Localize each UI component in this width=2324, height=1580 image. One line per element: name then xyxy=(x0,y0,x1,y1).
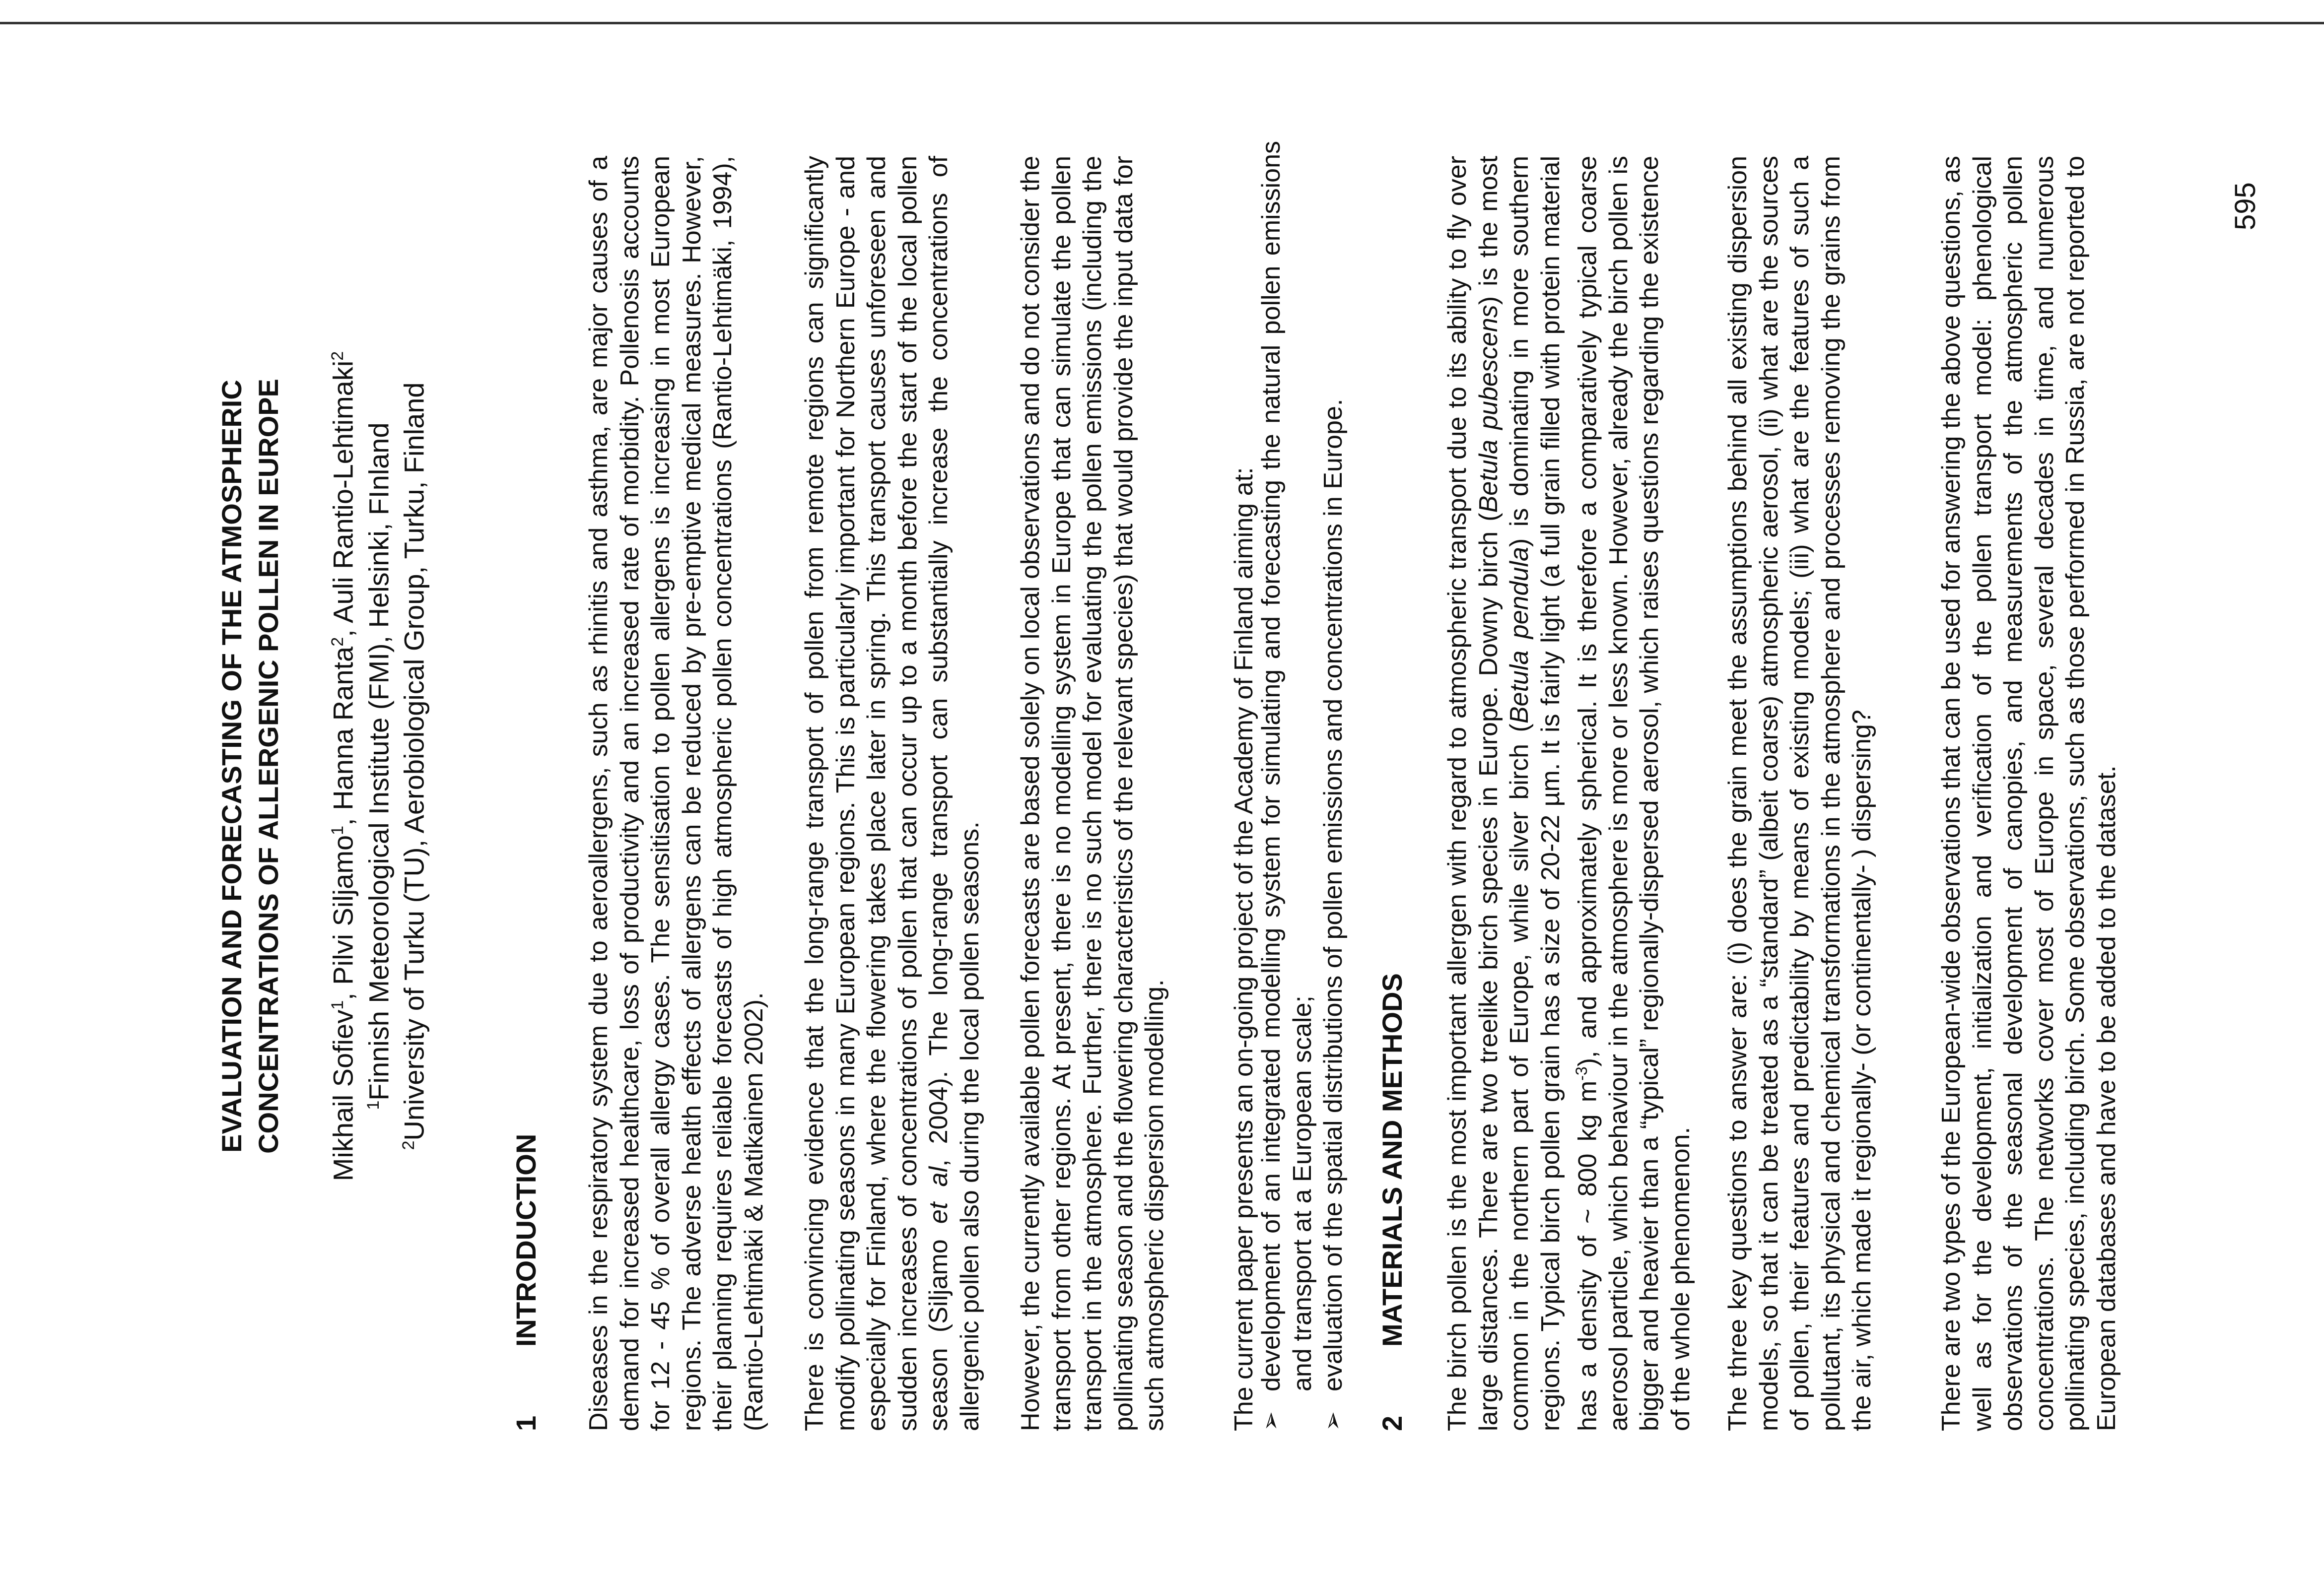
italic-run: Betula pubescens xyxy=(1474,305,1503,513)
affiliation-1 xyxy=(358,196,394,1337)
bullet-list xyxy=(1256,141,1349,1431)
methods-paragraph-1 xyxy=(1442,156,1696,1431)
intro-paragraph-1: Diseases in the respiratory system due to aeroallergens, such as rhinitis and asthma, are major causes of a demand for increased healthcare, loss of productivity and an increased rate of morbidity. Pollenosis accounts for 12 - 45 % of overall allergy cases. The sensitisation to pollen allergens is increasing in most European regions. The adverse health effects of allergens can be reduced by pre-emptive medical measures. However, their planning requires reliable forecasts of high atmospheric pollen concentrations (Rantio-Lehtimäki, 1994), (Rantio-Lehtimäki & Matikainen 2002). xyxy=(584,156,768,1431)
list-item xyxy=(1256,141,1318,1431)
author-2-affiliation: 1 xyxy=(328,825,347,835)
affiliation-2 xyxy=(394,196,429,1337)
text-run: There is convincing evidence that the long-range transport of pollen from remote regions can significantly modify pollinating seasons in many European regions. This is particularly important for Northern Europe - and especially for Finland, where the flowering takes place later in spring. This transport causes unforeseen and sudden increases of concentrations of pollen that can occur up to a month before the start of the local pollen season (Siljamo xyxy=(800,156,953,1431)
author-names xyxy=(323,196,358,1337)
text-run: ) is the most common in the northern part of Europe, while silver birch ( xyxy=(1474,156,1534,1431)
author-4-affiliation: 2 xyxy=(328,351,347,361)
affiliation-2-marker: 2 xyxy=(399,1140,418,1150)
paper-title xyxy=(213,196,287,1337)
page-number: 595 xyxy=(2229,182,2261,230)
author-4: , Auli Rantio-Lehtimaki xyxy=(327,360,359,637)
author-block xyxy=(323,196,429,1337)
italic-run: Betula pendula xyxy=(1505,547,1534,724)
intro-paragraph-4: The current paper presents an on-going project of the Academy of Finland aiming at: xyxy=(1230,467,1258,1431)
author-3: , Hanna Ranta xyxy=(327,646,359,826)
methods-paragraph-3: There are two types of the European-wide observations that can be used for answering the above questions, as well as for the development, initialization and verification of the pollen transport model: phenological observations of the seasonal development of canopies, and measurements of the atmospheric pollen concentrations. The networks cover most of Europe in space, several decades in time, and numerous pollinating species, including birch. Some observations, such as those performed in Russia, are not reported to European databases and have to be added to the dataset. xyxy=(1937,156,2121,1431)
intro-paragraph-2 xyxy=(799,156,985,1431)
title-line-2: CONCENTRATIONS OF ALLERGENIC POLLEN IN EUROPE xyxy=(253,379,284,1154)
page-edge-rule xyxy=(0,22,2324,24)
author-1: Mikhail Sofiev xyxy=(327,1009,359,1182)
methods-paragraph-2: The three key questions to answer are: (i) does the grain meet the assumptions behind all existing dispersion models, so that it can be treated as a “standard” (albeit coarse) atmospheric aerosol, (ii) what are the sources of pollen, their features and predictability by means of existing models; (iii) what are the features of such a pollutant, its physical and chemical transformations in the atmosphere and processes removing the grains from the air, which made it regionally- (or continentally- ) dispersing? xyxy=(1723,156,1876,1431)
author-2: , Pilvi Siljamo xyxy=(327,835,359,1000)
section-title: MATERIALS AND METHODS xyxy=(1376,973,1408,1347)
affiliation-2-text: University of Turku (TU), Aerobiological Group, Turku, Finland xyxy=(398,382,430,1141)
bullet-text: development of an integrated modelling system for simulating and forecasting the natural pollen emissions and transport at a European scale; xyxy=(1257,141,1317,1391)
arrow-bullet-icon: ➢ xyxy=(1320,1411,1346,1431)
list-item xyxy=(1318,141,1349,1431)
text-run: ) is dominating in more southern regions. Typical birch pollen grain has a size of 20-22 µm. It is fairly light (a full grain filled with protein material has a density of ~ 800 kg m xyxy=(1505,156,1602,1431)
section-title: INTRODUCTION xyxy=(510,1133,542,1347)
intro-paragraph-3: However, the currently available pollen forecasts are based solely on local observations and do not consider the transport from other regions. At present, there is no modelling system in Europe that can simulate the pollen transport in the atmosphere. Further, there is no such model for evaluating the pollen emissions (including the pollinating season and the flowering characteristics of the relevant species) that would provide the input data for such atmospheric dispersion modelling. xyxy=(1016,156,1169,1431)
superscript: -3 xyxy=(1572,1066,1590,1081)
author-3-affiliation: 2 xyxy=(328,637,347,647)
affiliation-1-marker: 1 xyxy=(363,1100,383,1110)
affiliation-1-text: Finnish Meteorological Institute (FMI), Helsinki, FInland xyxy=(363,422,395,1101)
italic-run: et al xyxy=(924,1167,953,1224)
section-number: 2 xyxy=(1376,1415,1408,1431)
section-heading-introduction xyxy=(509,0,544,1431)
section-number: 1 xyxy=(510,1415,542,1431)
arrow-bullet-icon: ➢ xyxy=(1258,1411,1284,1431)
author-1-affiliation: 1 xyxy=(328,1000,347,1010)
text-run: ), and approximately spherical. It is therefore a comparatively typical coarse aerosol particle, which behaviour in the atmosphere is more or less known. However, already the birch pollen is bigger and heavier than a “typical” regionally-dispersed aerosol, which raises questions regarding the existence of the whole phenomenon. xyxy=(1573,156,1695,1431)
bullet-text: evaluation of the spatial distributions of pollen emissions and concentrations in Europe. xyxy=(1319,398,1348,1391)
title-line-1: EVALUATION AND FORECASTING OF THE ATMOSPHERIC xyxy=(216,380,247,1153)
text-run: The birch pollen is the most important allergen with regard to atmospheric transport due to its ability to fly over large distances. There are two treelike birch species in Europe. Downy birch ( xyxy=(1443,156,1503,1431)
section-heading-materials-methods xyxy=(1375,0,1410,1431)
text-run: , 2004). The long-range transport can substantially increase the concentrations of allergenic pollen also during the local pollen seasons. xyxy=(924,156,984,1431)
